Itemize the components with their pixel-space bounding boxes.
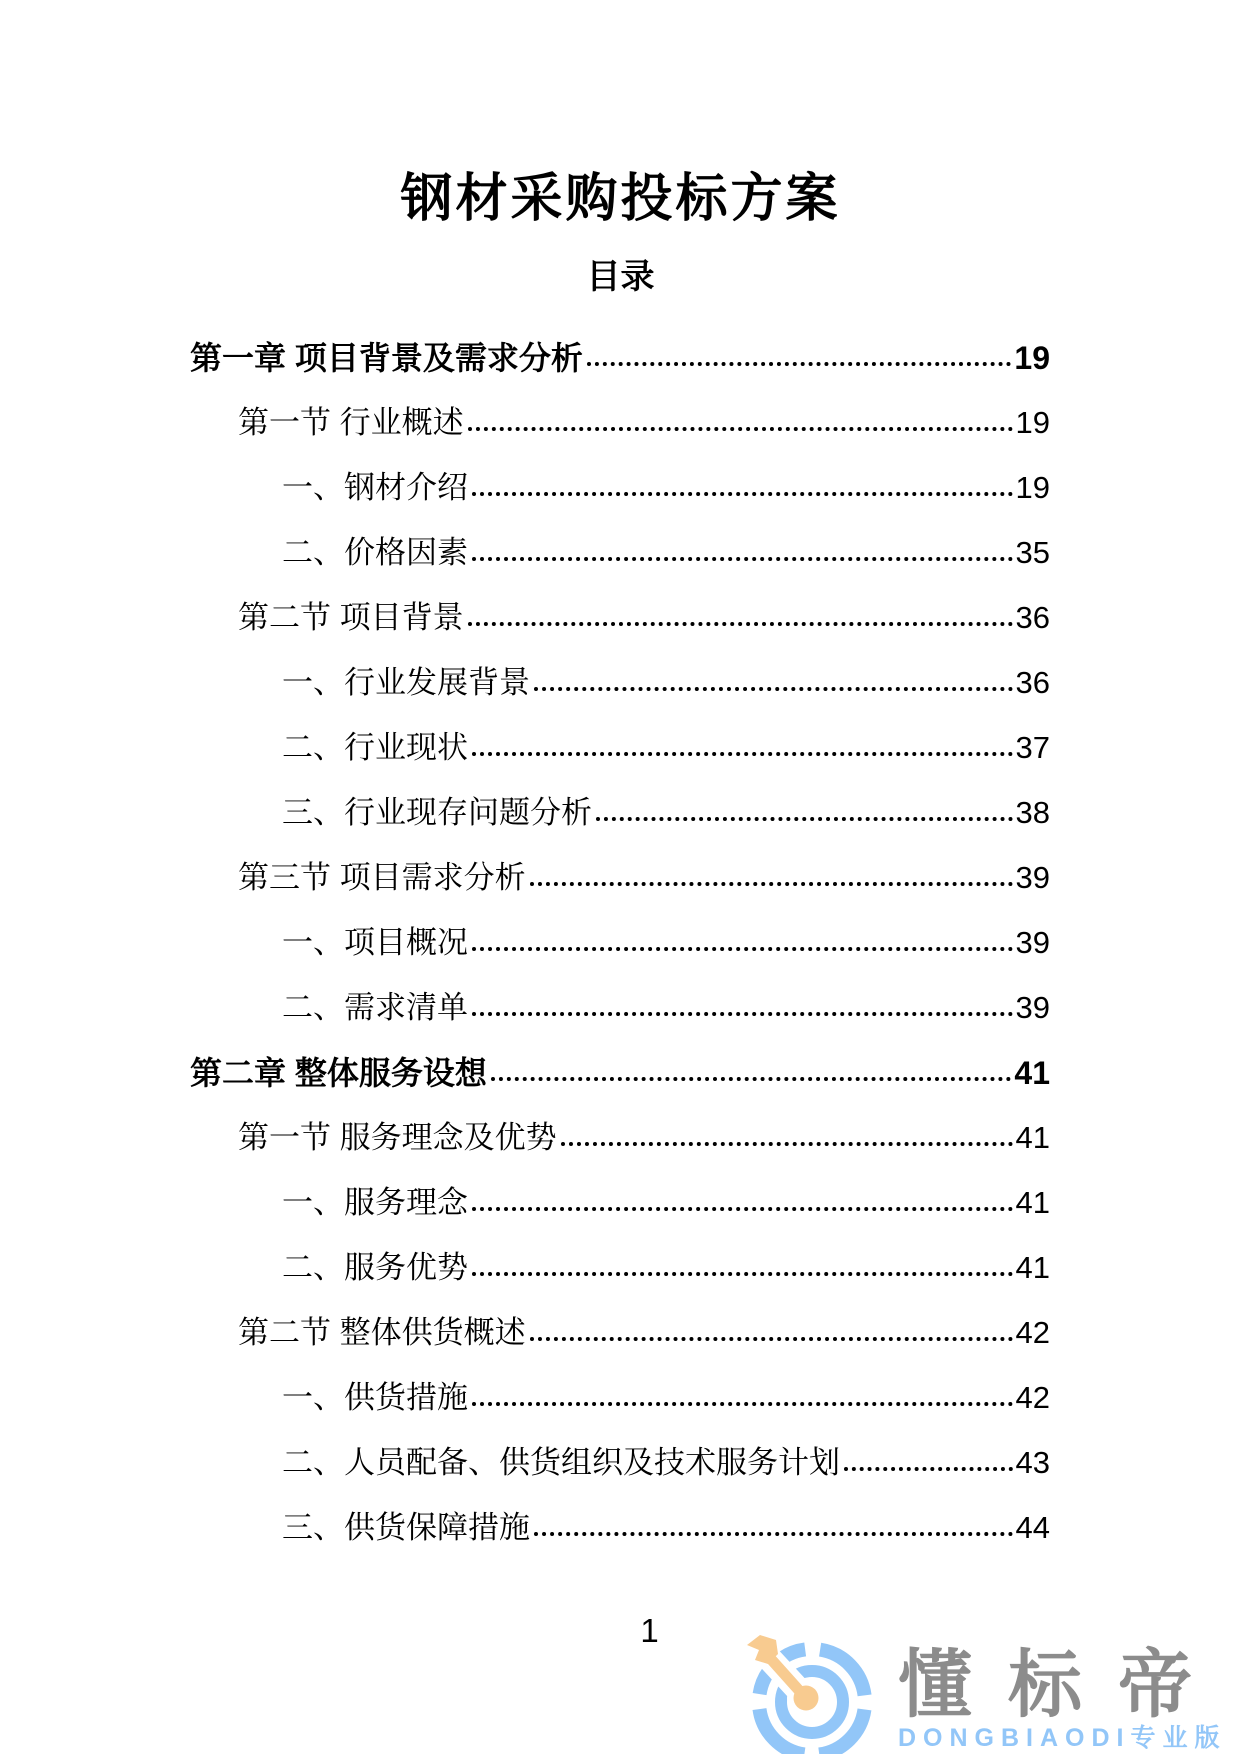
dot-leader	[530, 882, 1013, 886]
toc-entry-page: 41	[1014, 1055, 1050, 1091]
toc-entry-page: 35	[1015, 535, 1050, 570]
toc-entry	[190, 1295, 1050, 1360]
page-title: 钢材采购投标方案	[400, 170, 841, 228]
dot-leader	[561, 1142, 1013, 1146]
dot-leader	[472, 1012, 1013, 1016]
dot-leader	[472, 557, 1013, 561]
dot-leader	[491, 1077, 1012, 1081]
toc-entry-page: 19	[1015, 405, 1050, 440]
toc-entry-page: 37	[1015, 730, 1050, 765]
toc-entry-page: 41	[1015, 1250, 1050, 1285]
dot-leader	[534, 687, 1013, 691]
dot-leader	[472, 752, 1013, 756]
dot-leader	[844, 1467, 1013, 1471]
toc-entry-label: 三、行业现存问题分析	[282, 795, 592, 830]
table-of-contents	[190, 320, 1050, 1555]
toc-entry	[190, 1100, 1050, 1165]
dot-leader	[472, 492, 1013, 496]
toc-entry-label: 一、行业发展背景	[282, 665, 530, 700]
dot-leader	[472, 1402, 1013, 1406]
toc-entry	[190, 1035, 1050, 1100]
toc-entry-page: 41	[1015, 1120, 1050, 1155]
toc-entry	[190, 970, 1050, 1035]
toc-entry	[190, 905, 1050, 970]
toc-entry-page: 39	[1015, 860, 1050, 895]
toc-entry	[190, 580, 1050, 645]
dot-leader	[468, 622, 1013, 626]
dot-leader	[472, 947, 1013, 951]
toc-entry	[190, 710, 1050, 775]
toc-entry-label: 一、服务理念	[282, 1185, 468, 1220]
toc-entry-label: 第三节 项目需求分析	[238, 860, 526, 895]
dot-leader	[468, 427, 1013, 431]
toc-entry-page: 42	[1015, 1315, 1050, 1350]
toc-entry-label: 二、行业现状	[282, 730, 468, 765]
watermark-brand-name: 懂标帝	[898, 1643, 1228, 1726]
toc-entry-label: 第二节 项目背景	[238, 600, 464, 635]
toc-entry-label: 一、项目概况	[282, 925, 468, 960]
toc-entry-label: 二、服务优势	[282, 1250, 468, 1285]
toc-heading: 目录	[586, 258, 655, 296]
dot-leader	[530, 1337, 1013, 1341]
toc-entry-label: 二、价格因素	[282, 535, 468, 570]
toc-entry-label: 第一节 行业概述	[238, 405, 464, 440]
dot-leader	[587, 362, 1012, 366]
dot-leader	[472, 1207, 1013, 1211]
watermark-brand-subtitle: DONGBIAODI专业版	[898, 1724, 1227, 1752]
toc-entry-page: 42	[1015, 1380, 1050, 1415]
toc-entry-page: 36	[1015, 665, 1050, 700]
toc-entry-label: 一、钢材介绍	[282, 470, 468, 505]
footer-page-number: 1	[640, 1612, 659, 1649]
toc-entry	[190, 1490, 1050, 1555]
toc-entry	[190, 645, 1050, 710]
toc-entry-page: 43	[1015, 1445, 1050, 1480]
toc-entry	[190, 450, 1050, 515]
toc-entry	[190, 515, 1050, 580]
toc-entry-label: 第一节 服务理念及优势	[238, 1120, 557, 1155]
toc-entry-label: 二、需求清单	[282, 990, 468, 1025]
toc-entry-page: 44	[1015, 1510, 1050, 1545]
toc-entry-label: 一、供货措施	[282, 1380, 468, 1415]
toc-entry-page: 39	[1015, 925, 1050, 960]
dot-leader	[596, 817, 1013, 821]
dot-leader	[472, 1272, 1013, 1276]
toc-entry-page: 39	[1015, 990, 1050, 1025]
toc-entry	[190, 1230, 1050, 1295]
toc-entry-page: 19	[1015, 470, 1050, 505]
toc-entry-page: 19	[1014, 340, 1050, 376]
toc-entry-label: 二、人员配备、供货组织及技术服务计划	[282, 1445, 840, 1480]
toc-entry-page: 36	[1015, 600, 1050, 635]
toc-entry-label: 三、供货保障措施	[282, 1510, 530, 1545]
dot-leader	[534, 1532, 1013, 1536]
toc-entry-label: 第一章 项目背景及需求分析	[190, 340, 583, 376]
toc-entry-page: 41	[1015, 1185, 1050, 1220]
toc-entry-label: 第二节 整体供货概述	[238, 1315, 526, 1350]
toc-entry	[190, 1360, 1050, 1425]
toc-entry	[190, 775, 1050, 840]
toc-entry	[190, 1165, 1050, 1230]
toc-entry	[190, 1425, 1050, 1490]
toc-entry	[190, 385, 1050, 450]
toc-entry	[190, 320, 1050, 385]
toc-entry-label: 第二章 整体服务设想	[190, 1055, 487, 1091]
toc-entry-page: 38	[1015, 795, 1050, 830]
toc-entry	[190, 840, 1050, 905]
